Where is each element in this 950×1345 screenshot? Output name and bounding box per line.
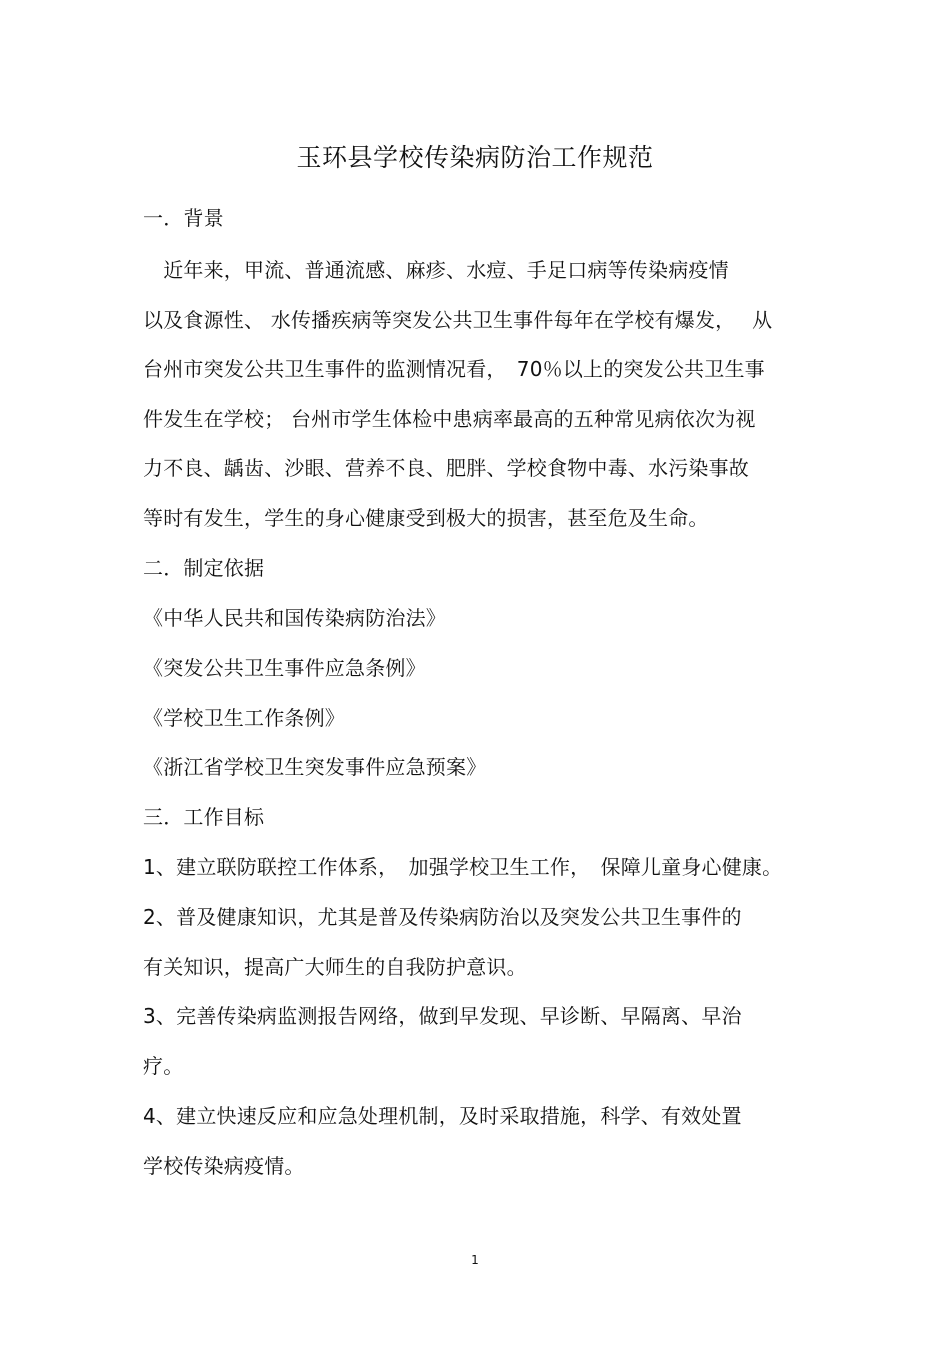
paragraph-line: 以及食源性、 水传播疾病等突发公共卫生事件每年在学校有爆发， 从	[143, 308, 773, 332]
reference-item: 《突发公共卫生事件应急条例》	[143, 656, 426, 680]
reference-item: 《浙江省学校卫生突发事件应急预案》	[143, 755, 487, 779]
paragraph-line: 近年来，甲流、普通流感、麻疹、水痘、手足口病等传染病疫情	[143, 258, 729, 282]
paragraph-line: 件发生在学校； 台州市学生体检中患病率最高的五种常见病依次为视	[143, 407, 756, 431]
section-heading-basis: 二．制定依据	[143, 556, 265, 580]
page-number: 1	[471, 1253, 479, 1267]
paragraph-line: 台州市突发公共卫生事件的监测情况看， 70％以上的突发公共卫生事	[143, 357, 765, 381]
goal-item: 3、完善传染病监测报告网络，做到早发现、早诊断、早隔离、早治	[143, 1004, 742, 1028]
goal-item: 1、建立联防联控工作体系， 加强学校卫生工作， 保障儿童身心健康。	[143, 855, 783, 879]
section-heading-background: 一．背景	[143, 206, 224, 230]
document-title: 玉环县学校传染病防治工作规范	[296, 143, 654, 172]
section-heading-goals: 三．工作目标	[143, 805, 265, 829]
goal-item-continued: 有关知识，提高广大师生的自我防护意识。	[143, 955, 527, 979]
reference-item: 《学校卫生工作条例》	[143, 706, 345, 730]
goal-item: 4、建立快速反应和应急处理机制，及时采取措施，科学、有效处置	[143, 1104, 742, 1128]
goal-item-continued: 学校传染病疫情。	[143, 1154, 305, 1178]
goal-item-continued: 疗。	[143, 1054, 184, 1078]
reference-item: 《中华人民共和国传染病防治法》	[143, 606, 446, 630]
paragraph-line: 力不良、龋齿、沙眼、营养不良、肥胖、学校食物中毒、水污染事故	[143, 456, 749, 480]
paragraph-line: 等时有发生，学生的身心健康受到极大的损害，甚至危及生命。	[143, 506, 709, 530]
goal-item: 2、普及健康知识，尤其是普及传染病防治以及突发公共卫生事件的	[143, 905, 742, 929]
